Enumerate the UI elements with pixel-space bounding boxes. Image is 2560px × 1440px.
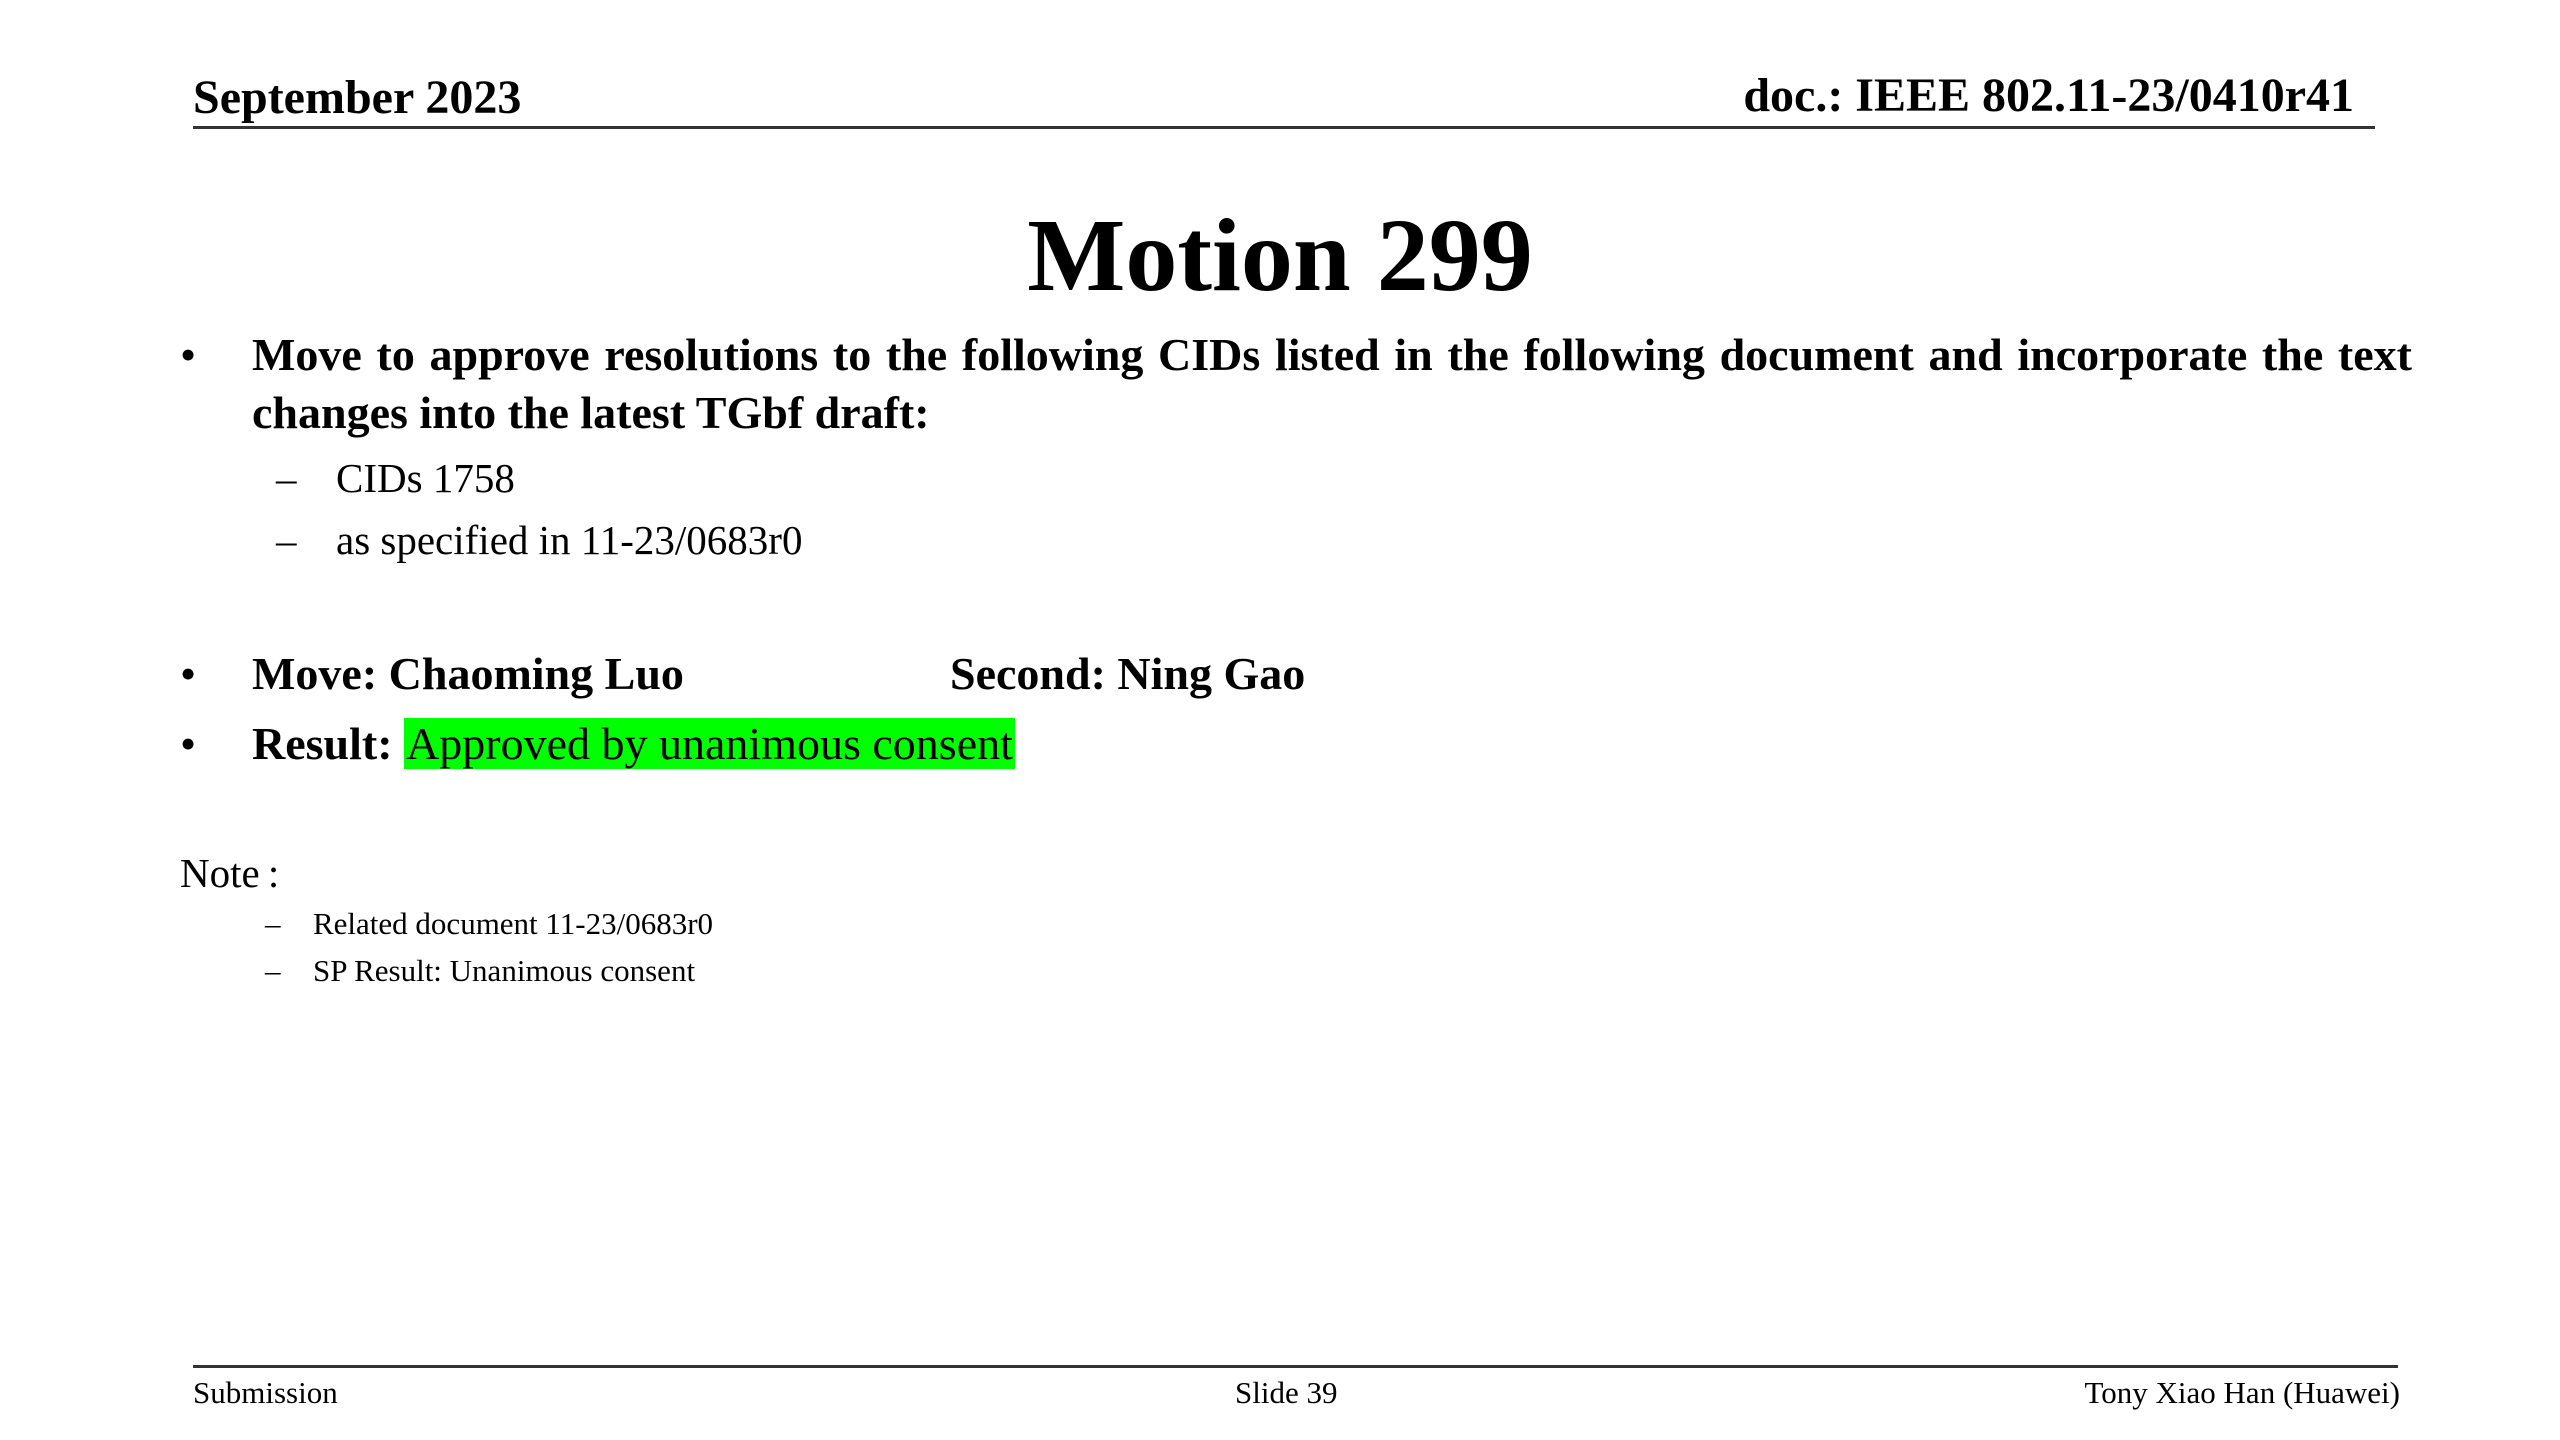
- header-date: September 2023: [193, 71, 522, 124]
- note-item-dash: –: [265, 906, 281, 941]
- result-line: [252, 715, 1015, 773]
- move-text: Move: Chaoming Luo: [252, 648, 684, 699]
- note-item-text: SP Result: Unanimous consent: [313, 953, 696, 988]
- header-divider: [193, 126, 2375, 129]
- bullet-symbol: •: [180, 648, 197, 699]
- footer-author: Tony Xiao Han (Huawei): [2084, 1375, 2400, 1410]
- footer-divider: [193, 1365, 2398, 1368]
- footer-submission: Submission: [193, 1375, 338, 1410]
- second-text: Second: Ning Gao: [950, 648, 1306, 699]
- footer-slide-number: Slide 39: [1235, 1375, 1338, 1410]
- header-doc-id: doc.: IEEE 802.11-23/0410r41: [1743, 69, 2354, 122]
- result-label: Result:: [252, 718, 393, 769]
- sub-item-dash: –: [276, 517, 297, 563]
- bullet-symbol: •: [180, 718, 197, 769]
- note-item-dash: –: [265, 953, 281, 988]
- sub-item-text: as specified in 11-23/0683r0: [336, 517, 803, 563]
- slide-title: Motion 299: [1027, 198, 1533, 313]
- sub-item-dash: –: [276, 455, 297, 501]
- sub-item-text: CIDs 1758: [336, 455, 515, 501]
- note-item-text: Related document 11-23/0683r0: [313, 906, 714, 941]
- note-label: Note :: [180, 850, 280, 896]
- bullet-symbol: •: [180, 329, 197, 380]
- motion-text: Move to approve resolutions to the following CIDs listed in the following document and incorporate the text changes into the latest TGbf draft:: [252, 329, 2412, 438]
- result-value-highlight: Approved by unanimous consent: [406, 718, 1013, 769]
